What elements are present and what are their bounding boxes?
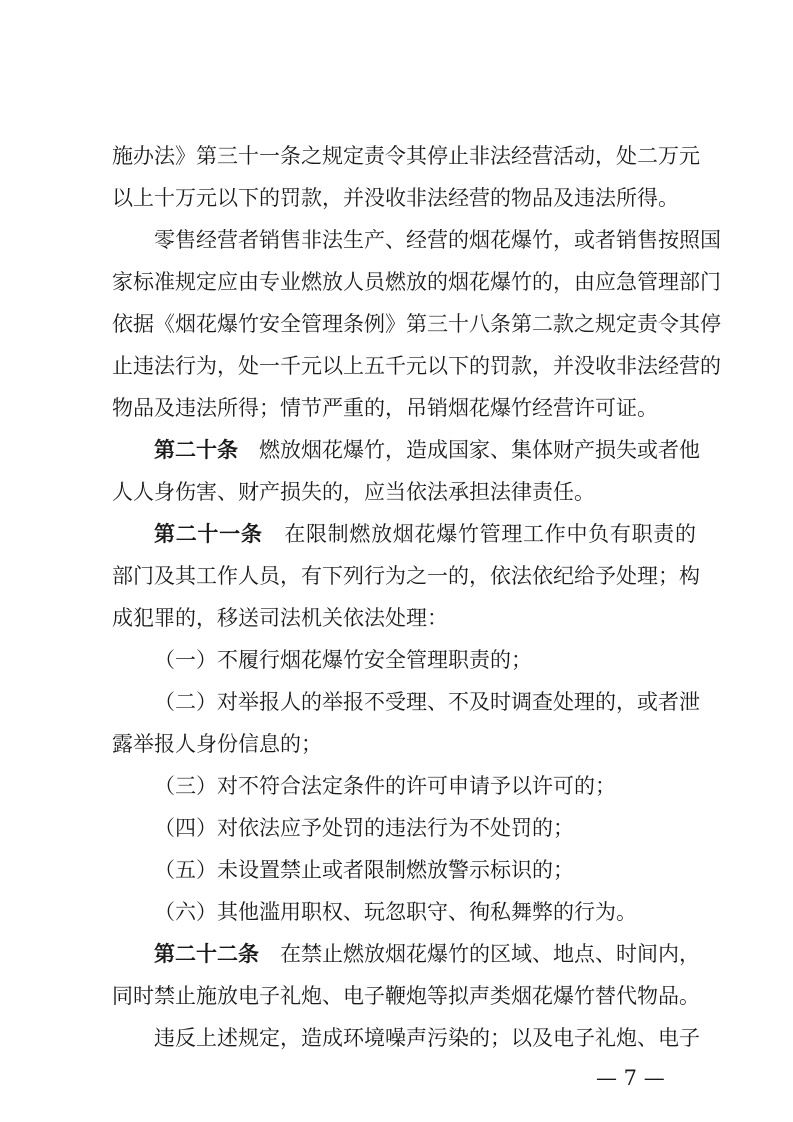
- list-item: （五）未设置禁止或者限制燃放警示标识的；: [154, 858, 574, 882]
- text-line: 成犯罪的，移送司法机关依法处理：: [112, 606, 448, 630]
- list-item: （二）对举报人的举报不受理、不及时调查处理的，或者泄: [154, 690, 700, 714]
- list-item: （六）其他滥用职权、玩忽职守、徇私舞弊的行为。: [154, 900, 637, 924]
- article-20-line: [112, 435, 700, 465]
- list-item: （一）不履行烟花爆竹安全管理职责的；: [154, 648, 532, 672]
- page-number: — 7 —: [596, 1066, 665, 1090]
- list-item: （三）对不符合法定条件的许可申请予以许可的；: [154, 774, 616, 798]
- article-text: 在禁止燃放烟花爆竹的区域、地点、时间内，: [280, 942, 700, 966]
- text-line: 物品及违法所得；情节严重的，吊销烟花爆竹经营许可证。: [112, 396, 658, 420]
- list-item: （四）对依法应予处罚的违法行为不处罚的；: [154, 816, 574, 840]
- article-text: 在限制燃放烟花爆竹管理工作中负有职责的: [283, 522, 697, 546]
- text-line: 家标准规定应由专业燃放人员燃放的烟花爆竹的，由应急管理部门: [112, 270, 721, 294]
- article-heading: 第二十一条: [154, 521, 263, 546]
- text-line: 施办法》第三十一条之规定责令其停止非法经营活动，处二万元: [112, 144, 700, 168]
- text-line: 零售经营者销售非法生产、经营的烟花爆竹，或者销售按照国: [154, 228, 721, 252]
- text-line: 人人身伤害、财产损失的，应当依法承担法律责任。: [112, 480, 595, 504]
- text-line: 止违法行为，处一千元以上五千元以下的罚款，并没收非法经营的: [112, 354, 721, 378]
- text-line: 露举报人身份信息的；: [112, 732, 322, 756]
- text-line: 以上十万元以下的罚款，并没收非法经营的物品及违法所得。: [112, 186, 679, 210]
- text-line: 违反上述规定，造成环境噪声污染的；以及电子礼炮、电子: [154, 1026, 700, 1050]
- article-22-line: [112, 939, 700, 969]
- text-line: 同时禁止施放电子礼炮、电子鞭炮等拟声类烟花爆竹替代物品。: [112, 984, 700, 1008]
- text-line: 依据《烟花爆竹安全管理条例》第三十八条第二款之规定责令其停: [112, 312, 721, 336]
- article-heading: 第二十条: [154, 437, 238, 462]
- article-text: 燃放烟花爆竹，造成国家、集体财产损失或者他: [259, 438, 700, 462]
- text-line: 部门及其工作人员，有下列行为之一的，依法依纪给予处理；构: [112, 564, 700, 588]
- article-21-line: [112, 519, 696, 549]
- article-heading: 第二十二条: [154, 941, 259, 966]
